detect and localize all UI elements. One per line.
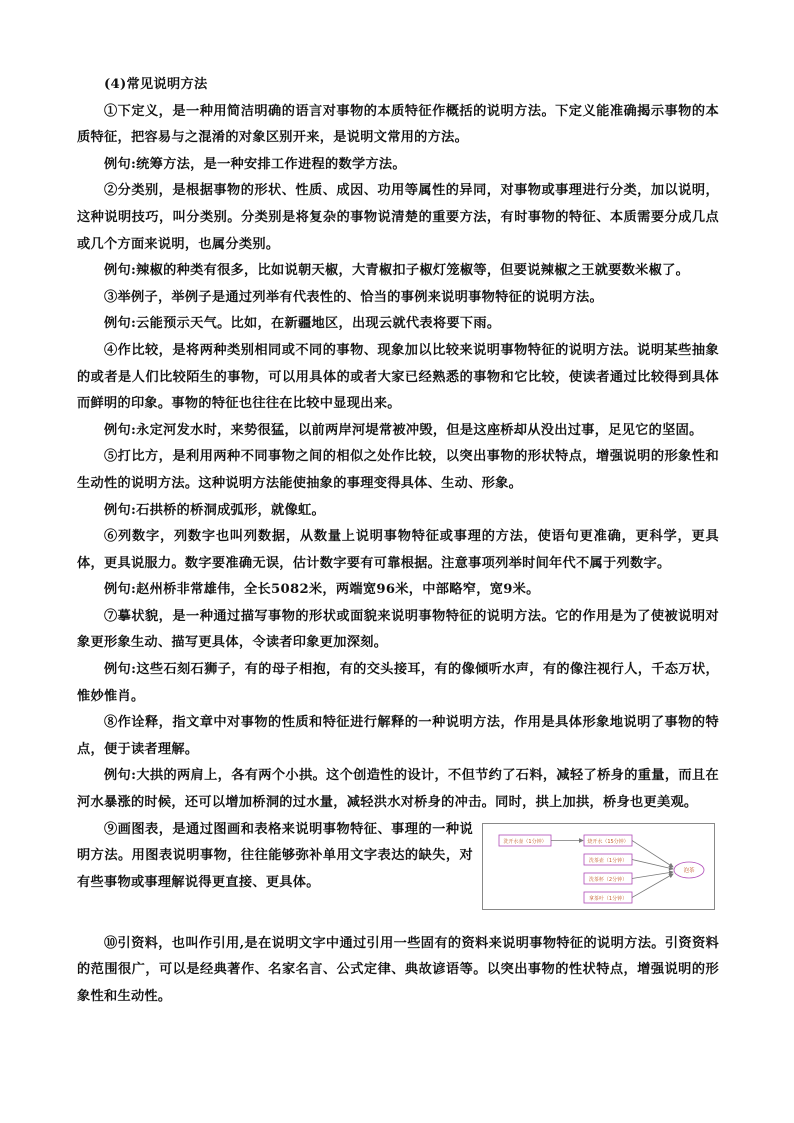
example-explanation: 例句:大拱的两肩上，各有两个小拱。这个创造性的设计，不但节约了石料，减轻了桥身的重量，而且在河水暴涨的时候，还可以增加桥洞的过水量，减轻洪水对桥身的冲击。同时，拱上加拱，桥身也更美观。 — [77, 768, 719, 811]
paragraph-classification: ②分类别，是根据事物的形状、性质、成因、功用等属性的异同，对事物或事理进行分类，加以说明，这种说明技巧，叫分类别。分类别是将复杂的事物说清楚的重要方法，有时事物的特征、本质需要分成几点或几个方面来说明，也属分类别。 — [77, 183, 719, 252]
paragraph-citation: ⑩引资料，也叫作引用,是在说明文字中通过引用一些固有的资料来说明事物特征的说明方法。引资资料的范围很广，可以是经典著作、名家名言、公式定律、典故谚语等。以突出事物的性状特点，增强说明的形象性和生动性。 — [77, 935, 719, 1004]
document-page — [77, 72, 719, 1010]
example-comparison: 例句:永定河发水时，来势很猛，以前两岸河堤常被冲毁，但是这座桥却从没出过事，足见它的坚固。 — [104, 422, 703, 438]
diagram-svg — [483, 824, 714, 909]
diagram-arrow-2 — [632, 859, 673, 869]
example-analogy: 例句:石拱桥的桥洞成弧形，就像虹。 — [104, 502, 325, 518]
figure-paragraph-wrap — [77, 817, 473, 897]
diagram-middle-label-2: 洗茶壶（1分钟） — [588, 857, 628, 864]
paragraph-definition: ①下定义，是一种用简洁明确的语言对事物的本质特征作概括的说明方法。下定义能准确揭示事物的本质特征，把容易与之混淆的对象区别开来，是说明文常用的方法。 — [77, 103, 719, 146]
diagram-left-node — [499, 835, 551, 846]
paragraph-comparison: ④作比较，是将两种类别相同或不同的事物、现象加以比较来说明事物特征的说明方法。说明某些抽象的或者是人们比较陌生的事物，可以用具体的或者大家已经熟悉的事物和它比较，使读者通过比较得到具体而鲜明的印象。事物的特征也往往在比较中显现出来。 — [77, 342, 719, 412]
example-classification: 例句:辣椒的种类有很多，比如说朝天椒，大青椒扣子椒灯笼椒等，但要说辣椒之王就要数米椒了。 — [104, 263, 690, 279]
example-definition: 例句:统筹方法，是一种安排工作进程的数学方法。 — [104, 156, 406, 172]
tea-process-diagram — [482, 823, 715, 910]
diagram-result-label: 泡茶 — [683, 867, 695, 874]
diagram-middle-node-3 — [584, 873, 632, 884]
paragraph-description: ⑦摹状貌，是一种通过描写事物的形状或面貌来说明事物特征的说明方法。它的作用是为了使被说明对象更形象生动、描写更具体，令读者印象更加深刻。 — [77, 608, 719, 651]
paragraph-analogy: ⑤打比方，是利用两种不同事物之间的相似之处作比较，以突出事物的形状特点，增强说明的形象性和生动性的说明方法。这种说明方法能使抽象的事理变得具体、生动、形象。 — [77, 449, 719, 491]
example-numbers: 例句:赵州桥非常雄伟，全长5082米，两端宽96米，中部略窄，宽9米。 — [104, 582, 540, 598]
paragraph-example: ③举例子，举例子是通过列举有代表性的、恰当的事例来说明事物特征的说明方法。 — [104, 289, 604, 305]
paragraph-chart: ⑨画图表，是通过图画和表格来说明事物特征、事理的一种说明方法。用图表说明事物，往往能够弥补单用文字表达的缺失，对有些事物或事理解说得更直接、更具体。 — [77, 821, 473, 890]
diagram-left-label: 洗开水壶（1分钟） — [503, 838, 547, 845]
chart-method-row — [77, 817, 719, 913]
example-description: 例句:这些石刻石狮子，有的母子相抱，有的交头接耳，有的像倾听水声，有的像注视行人，千态万状，惟妙惟肖。 — [77, 662, 719, 704]
diagram-result-node — [674, 862, 704, 878]
diagram-middle-node-4 — [584, 892, 632, 903]
diagram-middle-label-4: 拿茶叶（1分钟） — [588, 895, 628, 902]
diagram-middle-label-1: 烧开水（15分钟） — [587, 838, 629, 845]
diagram-middle-node-2 — [584, 854, 632, 865]
example-example: 例句:云能预示天气。比如，在新疆地区，出现云就代表将要下雨。 — [104, 316, 501, 332]
section-heading: (4)常见说明方法 — [104, 77, 208, 92]
paragraph-numbers: ⑥列数字，列数字也叫列数据，从数量上说明事物特征或事理的方法，使语句更准确，更科学，更具体，更具说服力。数字要准确无误，估计数字要有可靠根据。注意事项列举时间年代不属于列数字。 — [77, 529, 719, 571]
diagram-middle-label-3: 洗茶杯（2分钟） — [588, 876, 628, 883]
paragraph-explanation: ⑧作诠释，指文章中对事物的性质和特征进行解释的一种说明方法，作用是具体形象地说明了事物的特点，便于读者理解。 — [77, 715, 719, 757]
diagram-middle-node-1 — [584, 835, 632, 846]
diagram-arrow-1 — [632, 840, 673, 867]
